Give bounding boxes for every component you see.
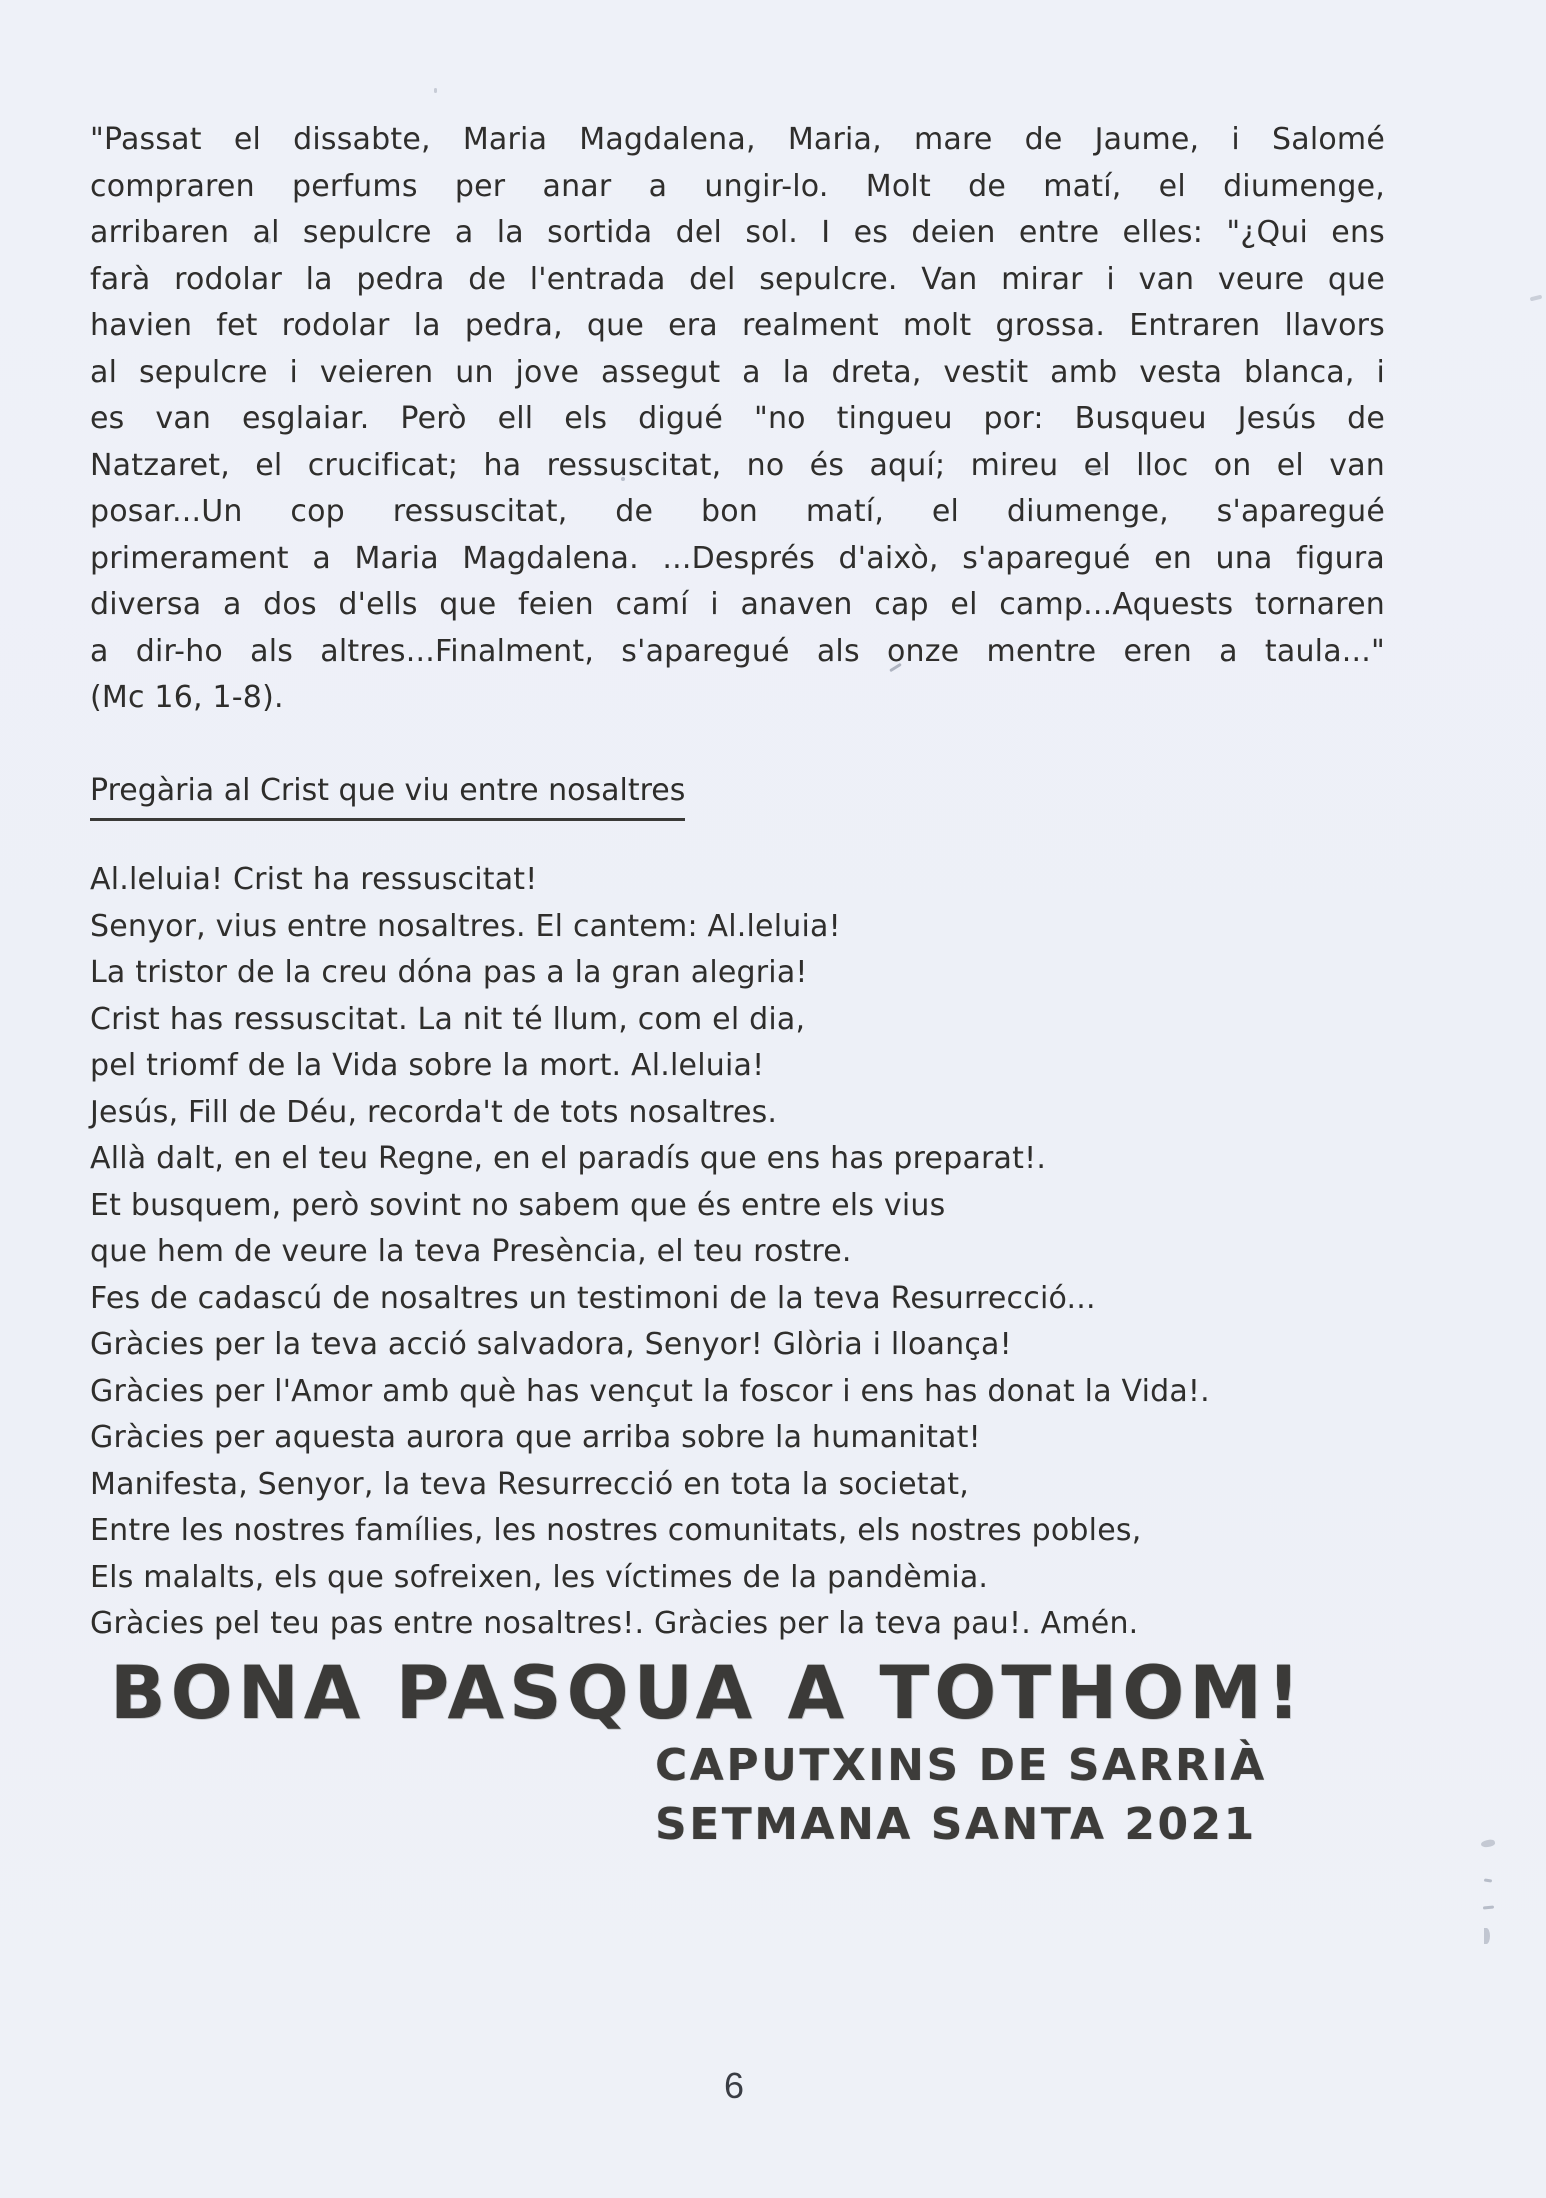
easter-headline: BONA PASQUA A TOTHOM!	[110, 1651, 1306, 1736]
prayer-line: Fes de cadascú de nosaltres un testimoni de la teva Resurrecció...	[90, 1280, 1096, 1316]
scan-artifact	[621, 477, 625, 481]
prayer-line: Gràcies per la teva acció salvadora, Senyor! Glòria i lloança!	[90, 1327, 1012, 1362]
prayer-line: Allà dalt, en el teu Regne, en el paradís que ens has preparat!.	[90, 1141, 1047, 1176]
prayer-line: Jesús, Fill de Déu, recorda't de tots nosaltres.	[90, 1094, 778, 1130]
prayer-line: Manifesta, Senyor, la teva Resurrecció en tota la societat,	[90, 1466, 969, 1502]
prayer-line: La tristor de la creu dóna pas a la gran alegria!	[90, 955, 808, 990]
prayer-line: Al.leluia! Crist ha ressuscitat!	[90, 862, 538, 897]
signature-author: CAPUTXINS DE SARRIÀ	[655, 1740, 1267, 1791]
scripture-line: diversa a dos d'ells que feien camí i anaven cap el camp...Aquests tornaren	[90, 587, 1385, 622]
scripture-line: farà rodolar la pedra de l'entrada del sepulcre. Van mirar i van veure que	[90, 261, 1385, 297]
signature-block	[655, 1736, 1267, 1854]
page-number: 6	[724, 2065, 745, 2106]
scripture-line: havien fet rodolar la pedra, que era realment molt grossa. Entraren llavors	[90, 308, 1385, 343]
scripture-passage	[90, 117, 1385, 722]
prayer-line: Et busquem, però sovint no sabem que és entre els vius	[90, 1187, 946, 1223]
signature-occasion: SETMANA SANTA 2021	[655, 1799, 1257, 1850]
prayer-line: Gràcies per aquesta aurora que arriba sobre la humanitat!	[90, 1420, 981, 1455]
scripture-line: a dir-ho als altres...Finalment, s'aparegué als onze mentre eren a taula..."	[90, 633, 1385, 669]
scripture-line: es van esglaiar. Però ell els digué "no tingueu por: Busqueu Jesús de	[90, 401, 1385, 436]
scripture-line: compraren perfums per anar a ungir-lo. Molt de matí, el diumenge,	[90, 168, 1385, 204]
prayer-line: Crist has ressuscitat. La nit té llum, com el dia,	[90, 1001, 806, 1037]
prayer-line: que hem de veure la teva Presència, el teu rostre.	[90, 1234, 852, 1269]
scripture-line: Natzaret, el crucificat; ha ressuscitat, no és aquí; mireu el lloc on el van	[90, 447, 1385, 483]
scripture-line: primerament a Maria Magdalena. ...Després d'això, s'aparegué en una figura	[90, 540, 1385, 576]
prayer-text	[90, 857, 1510, 1648]
prayer-line: Gràcies per l'Amor amb què has vençut la foscor i ens has donat la Vida!.	[90, 1373, 1210, 1409]
scan-artifact	[268, 238, 271, 244]
scripture-line: arribaren al sepulcre a la sortida del sol. I es deien entre elles: "¿Qui ens	[90, 215, 1385, 250]
scripture-line: posar...Un cop ressuscitat, de bon matí, el diumenge, s'aparegué	[90, 494, 1385, 529]
prayer-line: Entre les nostres famílies, les nostres comunitats, els nostres pobles,	[90, 1513, 1142, 1548]
scripture-line: "Passat el dissabte, Maria Magdalena, Maria, mare de Jaume, i Salomé	[90, 122, 1385, 157]
prayer-line: Senyor, vius entre nosaltres. El cantem: Al.leluia!	[90, 908, 841, 944]
scan-artifact	[1480, 1839, 1495, 1849]
scan-artifact	[434, 88, 437, 93]
scan-artifact	[1484, 1928, 1490, 1944]
scan-artifact	[1483, 1905, 1494, 1909]
scripture-citation: (Mc 16, 1-8).	[90, 680, 284, 715]
prayer-heading-text: Pregària al Crist que viu entre nosaltres	[90, 767, 685, 821]
scripture-line: al sepulcre i veieren un jove assegut a la dreta, vestit amb vesta blanca, i	[90, 354, 1385, 390]
prayer-heading	[90, 767, 685, 821]
scan-artifact	[1530, 295, 1543, 302]
scan-artifact	[1484, 1878, 1492, 1882]
prayer-line: pel triomf de la Vida sobre la mort. Al.leluia!	[90, 1048, 765, 1083]
prayer-line: Els malalts, els que sofreixen, les víctimes de la pandèmia.	[90, 1559, 989, 1595]
prayer-line: Gràcies pel teu pas entre nosaltres!. Gràcies per la teva pau!. Amén.	[90, 1606, 1139, 1641]
